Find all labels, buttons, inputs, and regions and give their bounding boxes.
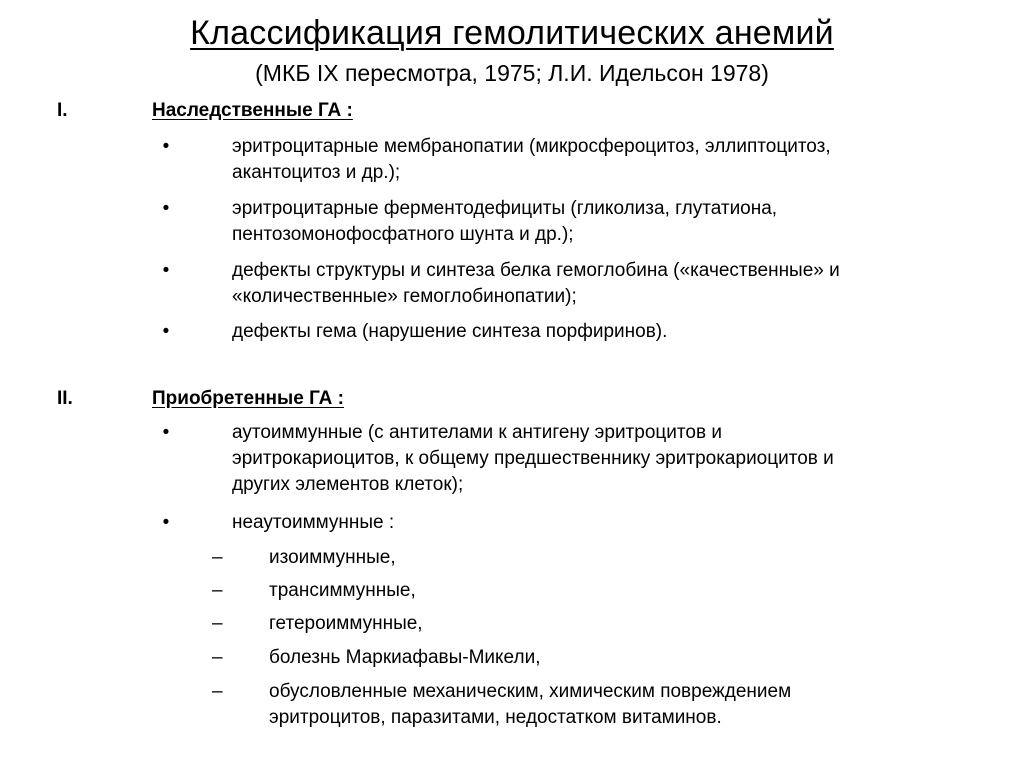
list-item-text: неаутоиммунные : — [232, 512, 395, 533]
section-1-number: I. — [57, 100, 68, 121]
dash-icon: – — [212, 580, 223, 601]
section-1-heading: Наследственные ГА : — [152, 100, 353, 121]
list-item-text: других элементов клеток); — [232, 474, 464, 495]
list-item-text: эритрокариоцитов, к общему предшественнику эритрокариоцитов и — [232, 448, 834, 469]
dash-icon: – — [212, 647, 223, 668]
sub-list-item-text: обусловленные механическим, химическим повреждением — [269, 681, 792, 702]
dash-icon: – — [212, 681, 223, 702]
list-item-text: аутоиммунные (с антителами к антигену эритроцитов и — [232, 422, 722, 443]
bullet-icon: • — [162, 136, 170, 157]
section-2-number: II. — [57, 388, 73, 409]
dash-icon: – — [212, 547, 223, 568]
section-2-heading: Приобретенные ГА : — [152, 388, 345, 409]
bullet-icon: • — [162, 198, 170, 219]
dash-icon: – — [212, 613, 223, 634]
sub-list-item-text: болезнь Маркиафавы-Микели, — [269, 647, 541, 668]
list-item-text: эритроцитарные мембранопатии (микросфероцитоз, эллиптоцитоз, — [232, 136, 831, 157]
sub-list-item-text: трансиммунные, — [269, 580, 416, 601]
slide-title: Классификация гемолитических анемий — [190, 14, 834, 52]
bullet-icon: • — [162, 321, 170, 342]
sub-list-item-text: эритроцитов, паразитами, недостатком витаминов. — [269, 707, 722, 728]
list-item-text: пентозомонофосфатного шунта и др.); — [232, 224, 574, 245]
sub-list-item-text: изоиммунные, — [269, 547, 396, 568]
list-item-text: дефекты гема (нарушение синтеза порфиринов). — [232, 321, 668, 342]
bullet-icon: • — [162, 260, 170, 281]
bullet-icon: • — [162, 422, 170, 443]
sub-list-item-text: гетероиммунные, — [269, 613, 423, 634]
bullet-icon: • — [162, 512, 170, 533]
list-item-text: «количественные» гемоглобинопатии); — [232, 286, 577, 307]
list-item-text: дефекты структуры и синтеза белка гемоглобина («качественные» и — [232, 260, 840, 281]
slide-subtitle: (МКБ IX пересмотра, 1975; Л.И. Идельсон 1978) — [255, 60, 769, 86]
list-item-text: эритроцитарные ферментодефициты (гликолиза, глутатиона, — [232, 198, 778, 219]
list-item-text: акантоцитоз и др.); — [232, 162, 401, 183]
